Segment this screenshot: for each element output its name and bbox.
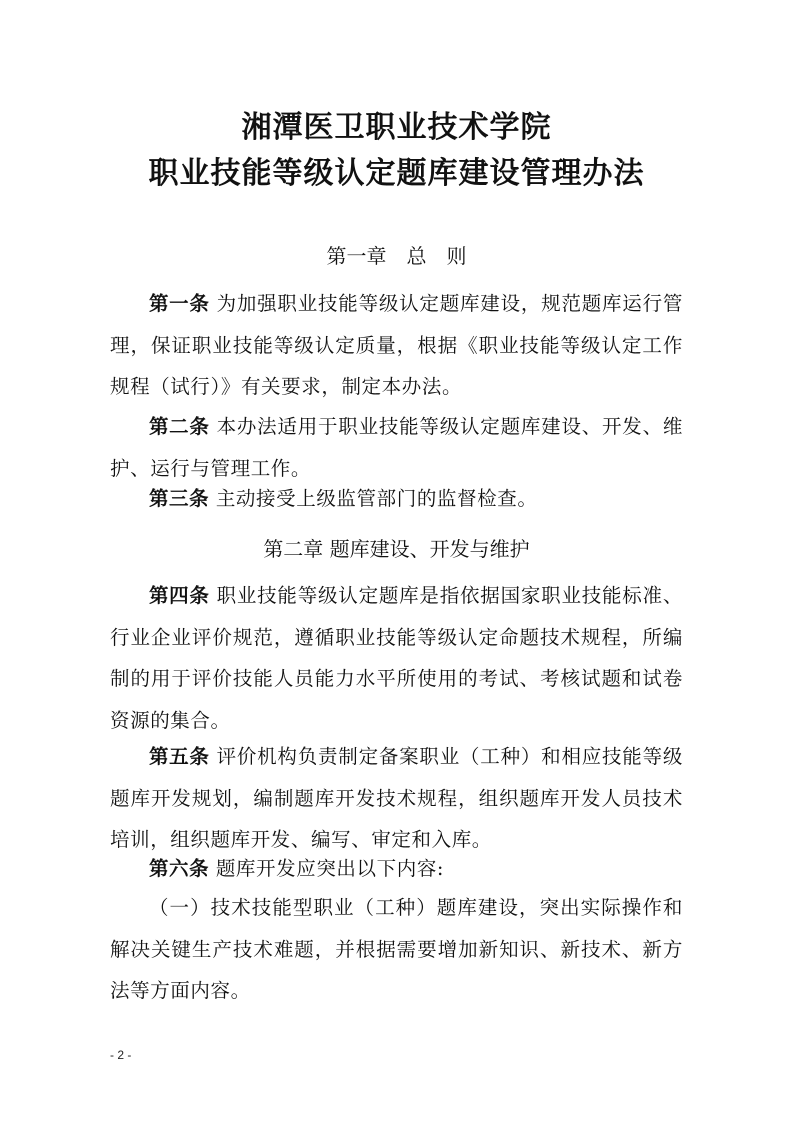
article-2-number: 第二条	[149, 415, 210, 438]
article-6-text: 题库开发应突出以下内容:	[215, 857, 445, 880]
article-1-number: 第一条	[149, 292, 210, 315]
article-4-number: 第四条	[149, 584, 210, 607]
document-title-line-2: 职业技能等级认定题库建设管理办法	[148, 156, 645, 191]
article-3-text: 主动接受上级监管部门的监督检查。	[215, 487, 538, 510]
article-6-number: 第六条	[149, 857, 210, 880]
article-6	[110, 848, 683, 890]
article-5-text: 评价机构负责制定备案职业（工种）和相应技能等级题库开发规划，编制题库开发技术规程，组织题库开发人员技术培训，组织题库开发、编写、审定和入库。	[110, 745, 683, 851]
chapter-1-heading: 第一章 总 则	[326, 244, 467, 268]
document-title-line-1: 湘潭医卫职业技术学院	[241, 110, 552, 145]
article-5	[110, 736, 683, 861]
article-3-number: 第三条	[149, 487, 210, 510]
page-number: - 2 -	[110, 1048, 132, 1062]
article-2-text: 本办法适用于职业技能等级认定题库建设、开发、维护、运行与管理工作。	[110, 415, 683, 480]
article-1-text: 为加强职业技能等级认定题库建设，规范题库运行管理，保证职业技能等级认定质量，根据《职业技能等级认定工作规程（试行）》有关要求，制定本办法。	[110, 292, 683, 398]
article-1	[110, 283, 683, 408]
article-2	[110, 406, 683, 489]
article-6-item-1: （一）技术技能型职业（工种）题库建设，突出实际操作和解决关键生产技术难题，并根据需要增加新知识、新技术、新方法等方面内容。	[110, 896, 683, 1002]
article-5-number: 第五条	[149, 745, 210, 768]
article-4-text: 职业技能等级认定题库是指依据国家职业技能标准、行业企业评价规范，遵循职业技能等级认定命题技术规程，所编制的用于评价技能人员能力水平所使用的考试、考核试题和试卷资源的集合。	[110, 584, 683, 732]
article-3	[110, 478, 683, 520]
chapter-2-heading: 第二章 题库建设、开发与维护	[263, 537, 530, 561]
article-4	[110, 575, 683, 741]
